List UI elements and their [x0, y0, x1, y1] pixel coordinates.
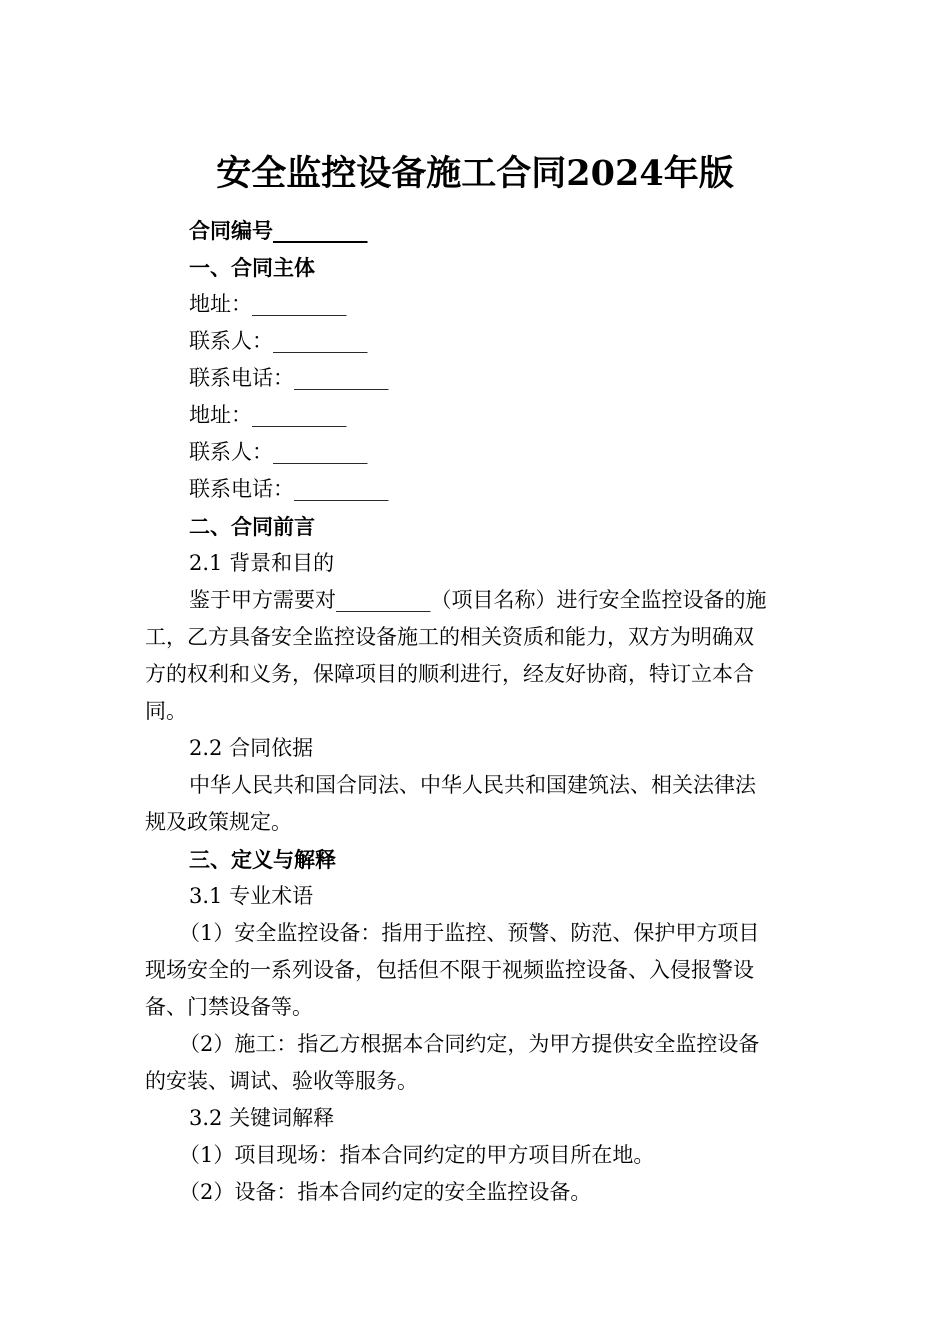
paragraph-line: 现场安全的一系列设备，包括但不限于视频监控设备、入侵报警设 [145, 958, 754, 982]
document-body [145, 212, 810, 1211]
subsection-2-1-paragraph [145, 582, 810, 730]
paragraph-line: 规及政策规定。 [145, 810, 292, 834]
paragraph-line: 鉴于甲方需要对_________（项目名称）进行安全监控设备的施 [189, 588, 767, 612]
subsection-3-2-item-2: （2）设备：指本合同约定的安全监控设备。 [179, 1180, 592, 1204]
party-a-contact: 联系人：_________ [189, 329, 368, 353]
party-b-address: 地址：_________ [189, 403, 347, 427]
subsection-2-2-heading: 2.2 合同依据 [189, 736, 314, 760]
paragraph-line: 中华人民共和国合同法、中华人民共和国建筑法、相关法律法 [189, 773, 756, 797]
subsection-2-1-heading: 2.1 背景和目的 [189, 551, 335, 575]
section-3-heading: 三、定义与解释 [189, 847, 336, 872]
document-title: 安全监控设备施工合同2024年版 [216, 153, 734, 194]
party-a-phone: 联系电话：_________ [189, 366, 389, 390]
paragraph-line: （1）安全监控设备：指用于监控、预警、防范、保护甲方项目 [179, 921, 760, 945]
party-a-address: 地址：_________ [189, 292, 347, 316]
subsection-2-2-paragraph [145, 767, 810, 841]
subsection-3-1-item-2 [145, 1026, 810, 1100]
party-b-phone: 联系电话：_________ [189, 477, 389, 501]
subsection-3-1-heading: 3.1 专业术语 [189, 884, 314, 908]
subsection-3-2-item-1: （1）项目现场：指本合同约定的甲方项目所在地。 [179, 1143, 655, 1167]
party-b-contact: 联系人：_________ [189, 440, 368, 464]
subsection-3-1-item-1 [145, 915, 810, 1026]
subsection-3-2-heading: 3.2 关键词解释 [189, 1106, 335, 1130]
paragraph-line: 工，乙方具备安全监控设备施工的相关资质和能力，双方为明确双 [145, 625, 754, 649]
section-2-heading: 二、合同前言 [189, 514, 315, 539]
contract-number: 合同编号_________ [189, 218, 368, 243]
paragraph-line: 的安装、调试、验收等服务。 [145, 1069, 418, 1093]
paragraph-line: （2）施工：指乙方根据本合同约定，为甲方提供安全监控设备 [179, 1032, 760, 1056]
paragraph-line: 备、门禁设备等。 [145, 995, 313, 1019]
section-1-heading: 一、合同主体 [189, 255, 315, 280]
paragraph-line: 同。 [145, 699, 187, 723]
paragraph-line: 方的权利和义务，保障项目的顺利进行，经友好协商，特订立本合 [145, 662, 754, 686]
